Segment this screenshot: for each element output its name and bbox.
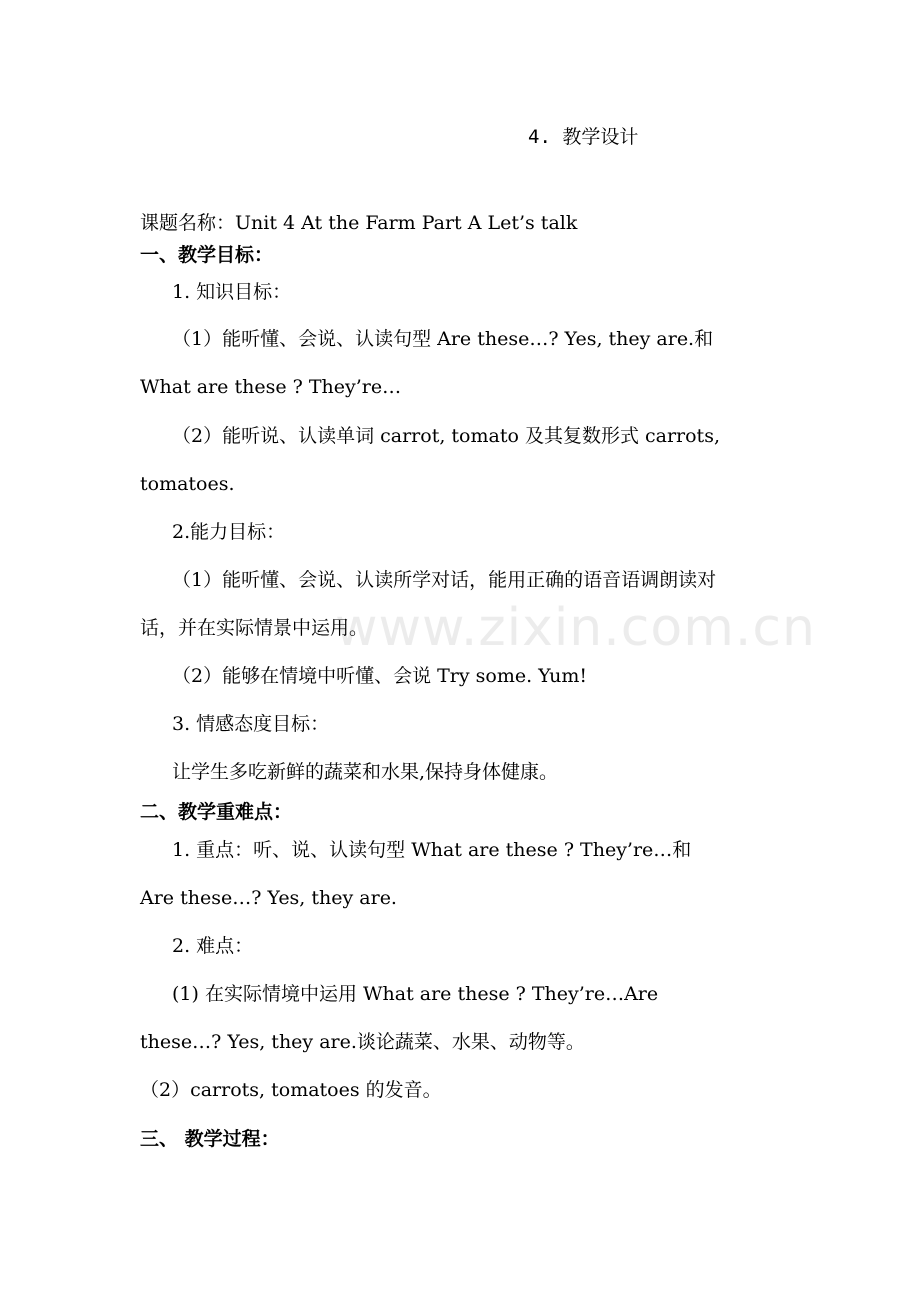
watermark: www.zixin.com.cn	[335, 598, 816, 658]
ability-item-1-cont: 话，并在实际情景中运用。	[140, 617, 369, 639]
knowledge-item-2: （2）能听说、认读单词 carrot, tomato 及其复数形式 carrots,	[172, 425, 720, 447]
difficulty-label: 2. 难点：	[172, 935, 254, 957]
knowledge-item-1-cont: What are these ? They’re…	[140, 376, 402, 398]
difficulty-item-1-cont: these…? Yes, they are.谈论蔬菜、水果、动物等。	[140, 1031, 585, 1053]
knowledge-objectives-label: 1. 知识目标：	[172, 281, 292, 303]
document-title: 4. 教学设计	[528, 126, 639, 148]
key-point: 1. 重点：听、说、认读句型 What are these ? They’re…和	[172, 839, 692, 861]
section-heading-key-points: 二、教学重难点：	[140, 801, 293, 823]
section-heading-objectives: 一、教学目标：	[140, 244, 274, 266]
emotion-objectives-text: 让学生多吃新鲜的蔬菜和水果,保持身体健康。	[172, 761, 559, 783]
knowledge-item-2-cont: tomatoes.	[140, 473, 235, 495]
key-point-cont: Are these…? Yes, they are.	[140, 887, 397, 909]
section-heading-process: 三、 教学过程：	[140, 1128, 280, 1150]
knowledge-item-1: （1）能听懂、会说、认读句型 Are these…? Yes, they are.和	[172, 328, 714, 350]
difficulty-item-2: （2）carrots, tomatoes 的发音。	[140, 1079, 442, 1101]
ability-item-1: （1）能听懂、会说、认读所学对话，能用正确的语音语调朗读对	[172, 569, 717, 591]
difficulty-item-1: (1) 在实际情境中运用 What are these ? They’re…Are	[172, 983, 659, 1005]
lesson-title: 课题名称：Unit 4 At the Farm Part A Let’s talk	[140, 212, 578, 234]
ability-objectives-label: 2.能力目标：	[172, 521, 286, 543]
emotion-objectives-label: 3. 情感态度目标：	[172, 713, 330, 735]
ability-item-2: （2）能够在情境中听懂、会说 Try some. Yum!	[172, 665, 587, 687]
